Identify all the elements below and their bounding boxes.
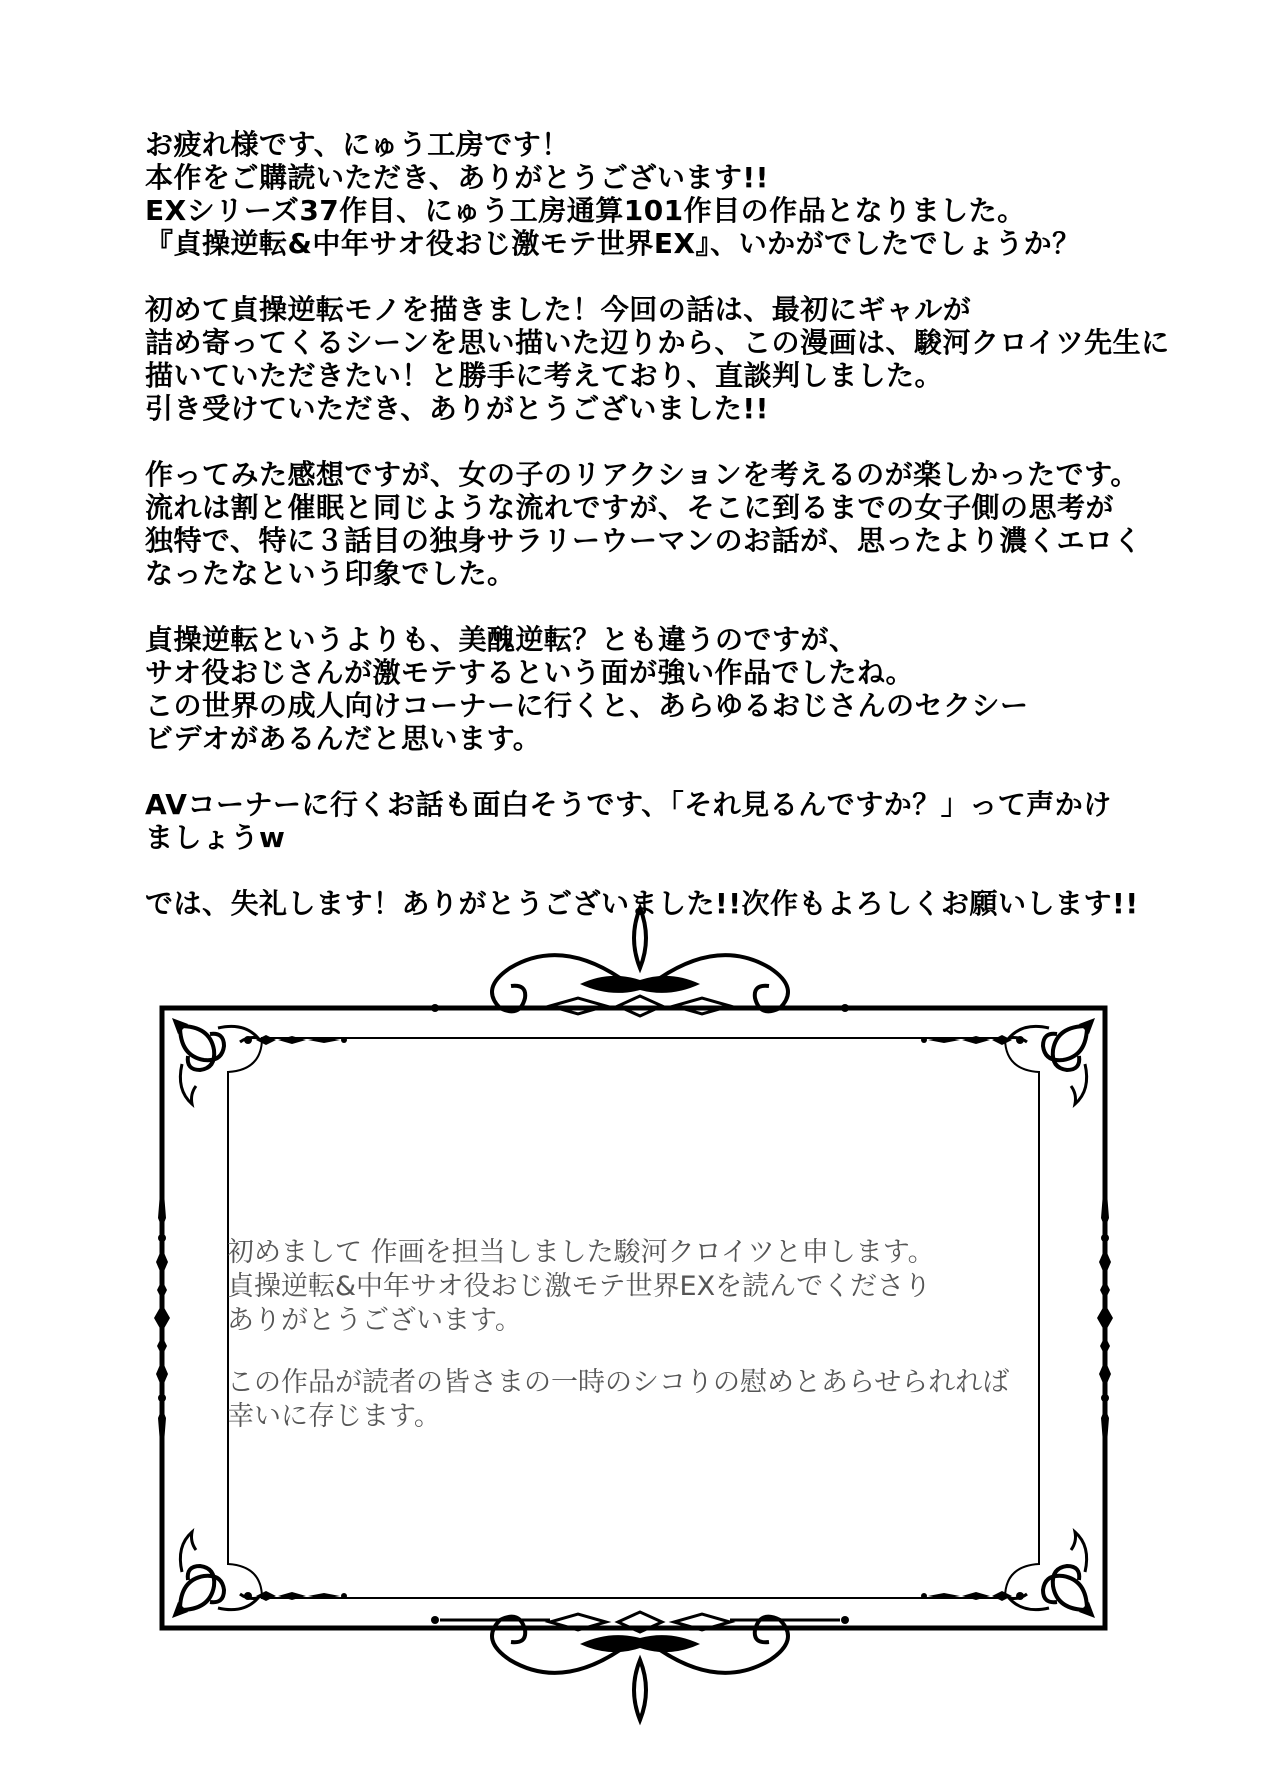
text-line: AVコーナーに行くお話も面白そうです、「それ見るんですか？」って声かけ <box>145 788 1112 821</box>
text-line: では、失礼します！ありがとうございました!!次作もよろしくお願いします!! <box>145 887 1139 920</box>
text-line: 作ってみた感想ですが、女の子のリアクションを考えるのが楽しかったです。 <box>145 458 1139 491</box>
afterword-paragraph <box>145 128 1205 260</box>
text-line: EXシリーズ37作目、にゅう工房通算101作目の作品となりました。 <box>145 194 1026 227</box>
text-line: 幸いに存じます。 <box>227 1401 441 1432</box>
text-line: なったなという印象でした。 <box>145 557 516 590</box>
text-line: ましょうw <box>145 821 286 854</box>
afterword-paragraph <box>145 458 1205 590</box>
artist-message-paragraph <box>227 1366 1087 1434</box>
text-line: 『貞操逆転&中年サオ役おじ激モテ世界EX』、いかがでしたでしょうか？ <box>145 227 1081 260</box>
text-line: 貞操逆転というよりも、美醜逆転？とも違うのですが、 <box>145 623 858 656</box>
text-line: 初めて貞操逆転モノを描きました！今回の話は、最初にギャルが <box>145 293 972 326</box>
afterword-text <box>145 128 1205 953</box>
text-line: 流れは割と催眠と同じような流れですが、そこに到るまでの女子側の思考が <box>145 491 1115 524</box>
text-line: お疲れ様です、にゅう工房です！ <box>145 128 570 161</box>
text-line: この作品が読者の皆さまの一時のシコりの慰めとあらせられれば <box>227 1367 1010 1398</box>
artist-message-paragraph <box>227 1236 1087 1338</box>
text-line: 詰め寄ってくるシーンを思い描いた辺りから、この漫画は、駿河クロイツ先生に <box>145 326 1170 359</box>
text-line: 引き受けていただき、ありがとうございました!! <box>145 392 769 425</box>
text-line: サオ役おじさんが激モテするという面が強い作品でしたね。 <box>145 656 914 689</box>
afterword-paragraph <box>145 623 1205 755</box>
text-line: 独特で、特に３話目の独身サラリーウーマンのお話が、思ったより濃くエロく <box>145 524 1142 557</box>
text-line: 初めまして 作画を担当しました駿河クロイツと申します。 <box>227 1237 935 1268</box>
artist-message <box>227 1236 1087 1462</box>
text-line: ビデオがあるんだと思います。 <box>145 722 542 755</box>
text-line: 本作をご購読いただき、ありがとうございます!! <box>145 161 769 194</box>
afterword-paragraph <box>145 788 1205 854</box>
text-line: この世界の成人向けコーナーに行くと、あらゆるおじさんのセクシー <box>145 689 1029 722</box>
afterword-closing <box>145 887 1205 920</box>
text-line: 描いていただきたい！と勝手に考えており、直談判しました。 <box>145 359 944 392</box>
text-line: ありがとうございます。 <box>227 1305 522 1336</box>
text-line: 貞操逆転&中年サオ役おじ激モテ世界EXを読んでくださり <box>227 1271 932 1302</box>
afterword-paragraph <box>145 293 1205 425</box>
